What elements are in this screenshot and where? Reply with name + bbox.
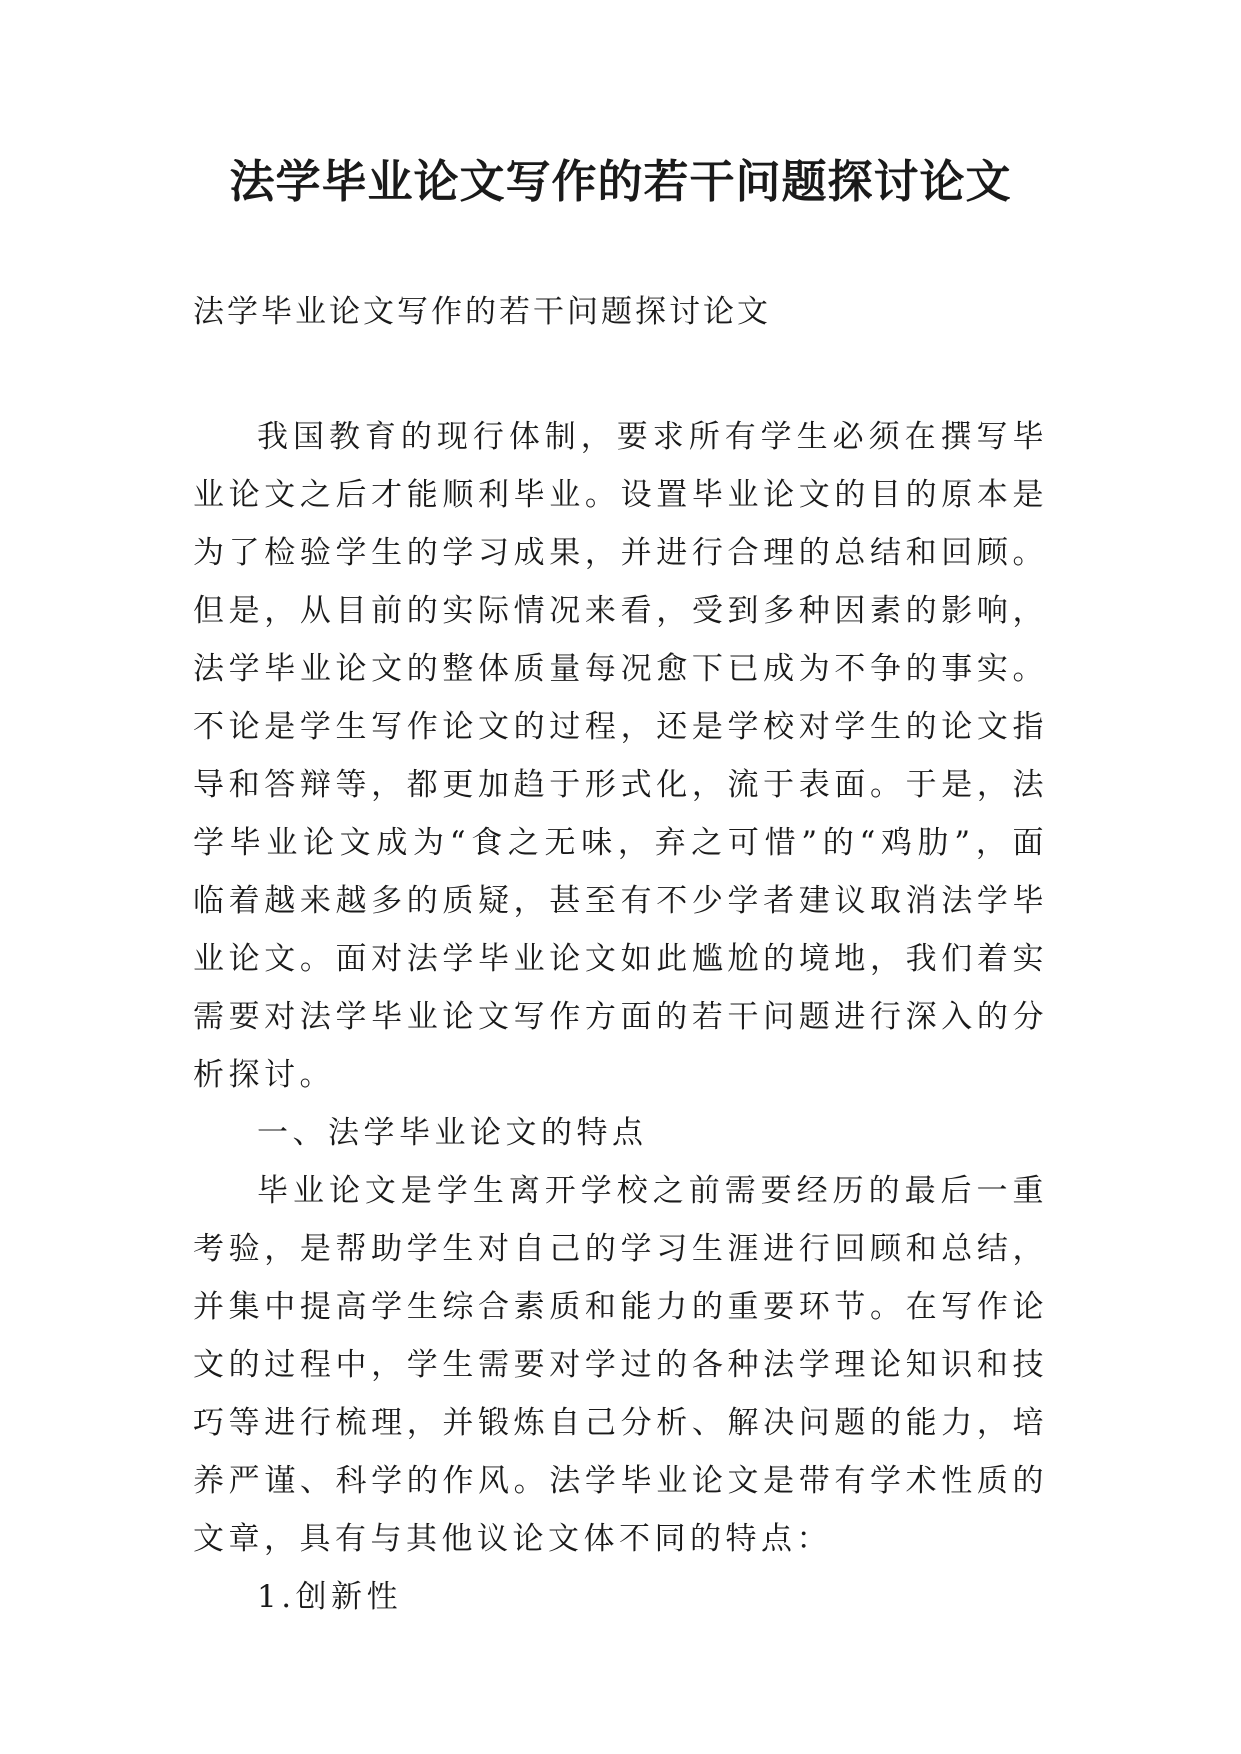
subsection-heading: 1.创新性 xyxy=(257,1579,403,1615)
document-title: 法学毕业论文写作的若干问题探讨论文 xyxy=(229,155,1012,208)
document-subtitle: 法学毕业论文写作的若干问题探讨论文 xyxy=(193,294,771,330)
section-heading: 一、法学毕业论文的特点 xyxy=(257,1115,648,1151)
section-paragraph: 毕业论文是学生离开学校之前需要经历的最后一重考验，是帮助学生对自己的学习生涯进行回顾和总结，并集中提高学生综合素质和能力的重要环节。在写作论文的过程中，学生需要对学过的各种法学理论知识和技巧等进行梳理，并锻炼自己分析、解决问题的能力，培养严谨、科学的作风。法学毕业论文是带有学术性质的文章，具有与其他议论文体不同的特点： xyxy=(193,1173,1048,1557)
intro-paragraph: 我国教育的现行体制，要求所有学生必须在撰写毕业论文之后才能顺利毕业。设置毕业论文的目的原本是为了检验学生的学习成果，并进行合理的总结和回顾。但是，从目前的实际情况来看，受到多种因素的影响，法学毕业论文的整体质量每况愈下已成为不争的事实。不论是学生写作论文的过程，还是学校对学生的论文指导和答辩等，都更加趋于形式化，流于表面。于是，法学毕业论文成为“食之无味，弃之可惜”的“鸡肋”，面临着越来越多的质疑，甚至有不少学者建议取消法学毕业论文。面对法学毕业论文如此尴尬的境地，我们着实需要对法学毕业论文写作方面的若干问题进行深入的分析探讨。 xyxy=(193,419,1048,1093)
document-body xyxy=(193,408,1048,1626)
